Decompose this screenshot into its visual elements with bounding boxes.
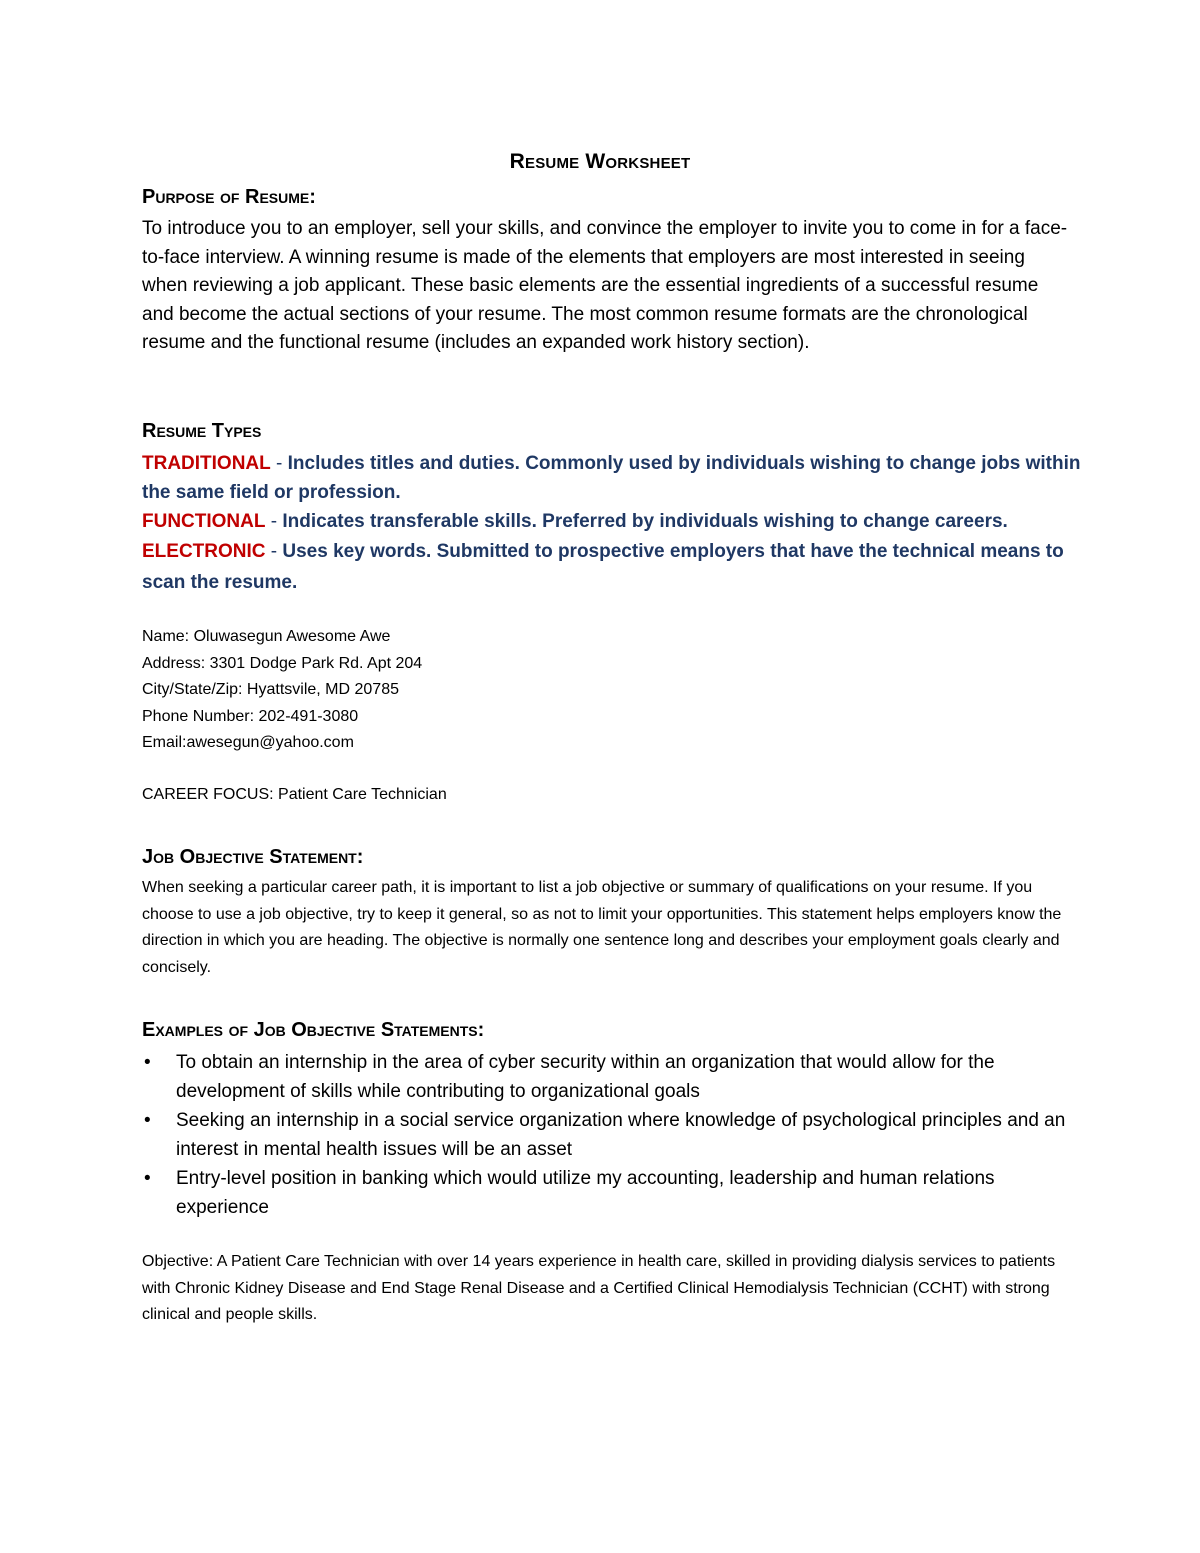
purpose-heading: Purpose of Resume:: [142, 186, 316, 208]
resume-type-traditional: [142, 449, 1082, 507]
example-text: Entry-level position in banking which would utilize my accounting, leadership and human relations experience: [176, 1168, 995, 1218]
resume-type-description: Indicates transferable skills. Preferred by individuals wishing to change careers.: [282, 511, 1008, 532]
resume-type-name: ELECTRONIC: [142, 541, 266, 562]
contact-city-state-zip: City/State/Zip: Hyattsvile, MD 20785: [142, 681, 399, 698]
job-objective-paragraph: When seeking a particular career path, it is important to list a job objective or summary of qualifications on your resume. If you choose to use a job objective, try to keep it general, so as not to limit your opportunities. This statement helps employers know the direction in which you are heading. The objective is normally one sentence long and describes your employment goals clearly and concisely.: [142, 879, 1062, 976]
job-objective-heading: Job Objective Statement:: [142, 846, 364, 868]
resume-type-name: TRADITIONAL: [142, 453, 271, 474]
list-item: [142, 1164, 1082, 1222]
example-text: To obtain an internship in the area of cyber security within an organization that would allow for the development of skills while contributing to organizational goals: [176, 1052, 995, 1102]
examples-list: [142, 1048, 1082, 1222]
list-item: [142, 1106, 1082, 1164]
resume-type-dash: -: [265, 541, 283, 562]
document-title: Resume Worksheet: [509, 150, 691, 173]
resume-type-dash: -: [265, 511, 283, 532]
examples-heading: Examples of Job Objective Statements:: [142, 1019, 485, 1041]
example-text: Seeking an internship in a social service organization where knowledge of psychological principles and an interest in mental health issues will be an asset: [176, 1110, 1066, 1160]
bullet-icon: •: [144, 1110, 151, 1131]
contact-address: Address: 3301 Dodge Park Rd. Apt 204: [142, 654, 423, 672]
bullet-icon: •: [144, 1168, 151, 1189]
career-focus: CAREER FOCUS: Patient Care Technician: [142, 786, 447, 803]
resume-type-name: FUNCTIONAL: [142, 511, 266, 532]
resume-type-description: Uses key words. Submitted to prospective employers that have the technical means to scan the resume.: [142, 541, 1064, 593]
contact-phone: Phone Number: 202-491-3080: [142, 707, 359, 725]
resume-type-dash: -: [270, 453, 288, 474]
contact-block: [142, 624, 1062, 757]
contact-name: Name: Oluwasegun Awesome Awe: [142, 628, 391, 645]
resume-types-heading: Resume Types: [142, 420, 262, 442]
resume-type-description: Includes titles and duties. Commonly used by individuals wishing to change jobs within the same field or profession.: [142, 453, 1081, 503]
objective-paragraph: Objective: A Patient Care Technician with over 14 years experience in health care, skilled in providing dialysis services to patients with Chronic Kidney Disease and End Stage Renal Disease and a Certified Clinical Hemodialysis Technician (CCHT) with strong clinical and people skills.: [142, 1253, 1056, 1323]
contact-email: Email:awesegun@yahoo.com: [142, 734, 354, 751]
list-item: [142, 1048, 1082, 1106]
purpose-paragraph: To introduce you to an employer, sell your skills, and convince the employer to invite you to come in for a face-to-face interview. A winning resume is made of the elements that employers are most interested in seeing when reviewing a job applicant. These basic elements are the essential ingredients of a successful resume and become the actual sections of your resume. The most common resume formats are the chronological resume and the functional resume (includes an expanded work history section).: [142, 218, 1068, 353]
bullet-icon: •: [144, 1052, 151, 1073]
resume-type-functional: [142, 507, 1082, 536]
resume-type-electronic: [142, 536, 1082, 598]
